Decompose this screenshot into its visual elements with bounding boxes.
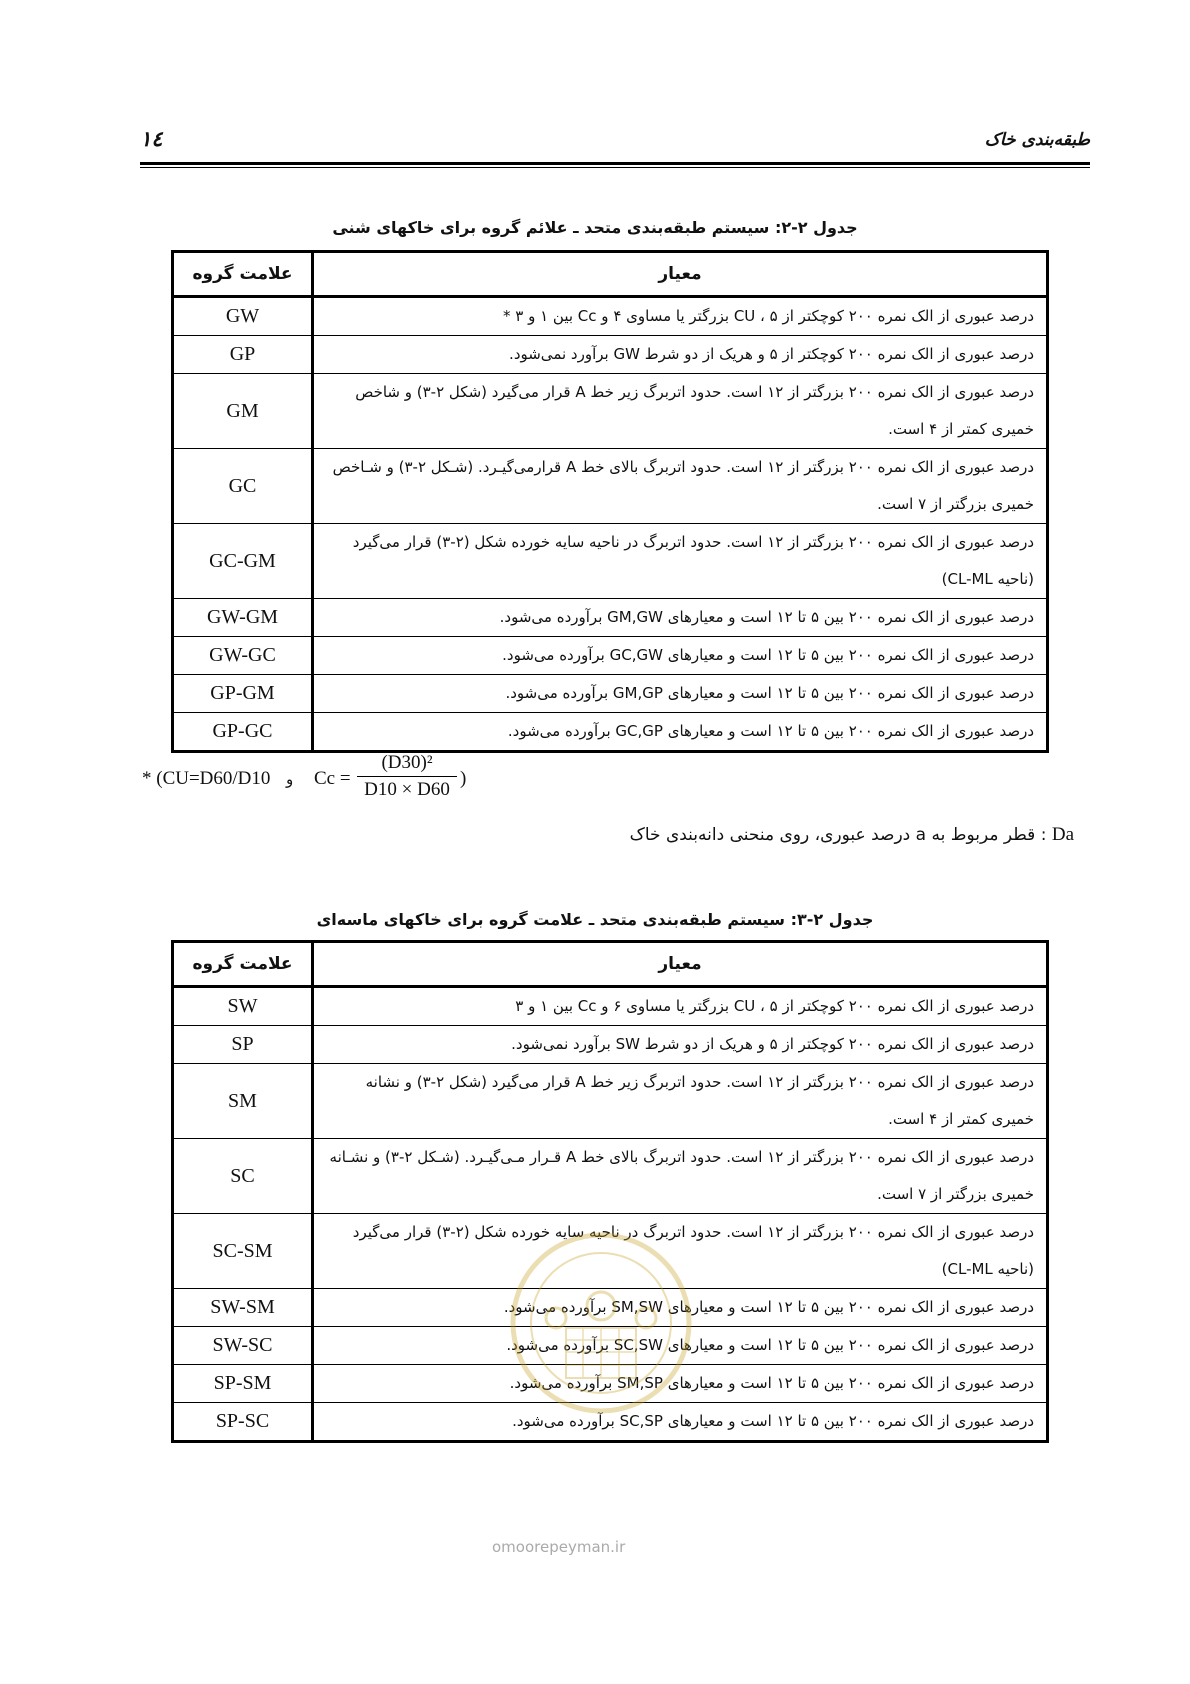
uniformity-formula (142, 752, 472, 812)
fraction-numerator: (D30)² (357, 752, 457, 777)
table-row (173, 675, 1048, 713)
table-row (173, 713, 1048, 752)
symbol-cell: GC (173, 449, 313, 524)
symbol-cell: SM (173, 1064, 313, 1139)
fraction-denominator: D10 × D60 (364, 779, 450, 800)
symbol-cell: GP-GC (173, 713, 313, 752)
criteria-cell: درصد عبوری از الک نمره ۲۰۰ بین ۵ تا ۱۲ است و معیارهای GC,GW برآورده می‌شود. (313, 637, 1048, 675)
criteria-cell: درصد عبوری از الک نمره ۲۰۰ بین ۵ تا ۱۲ است و معیارهای GM,GP برآورده می‌شود. (313, 675, 1048, 713)
running-title: طبقه‌بندی خاک (984, 130, 1090, 150)
symbol-cell: GC-GM (173, 524, 313, 599)
symbol-cell: SP (173, 1026, 313, 1064)
symbol-cell: SW (173, 987, 313, 1026)
conjunction: و (286, 770, 294, 788)
symbol-cell: GW-GC (173, 637, 313, 675)
table-row (173, 1139, 1048, 1214)
symbol-cell: GW-GM (173, 599, 313, 637)
header-rule-thick (140, 162, 1090, 165)
criteria-header: معیار (313, 942, 1048, 987)
criteria-cell: درصد عبوری از الک نمره ۲۰۰ کوچکتر از ۵ و هریک از دو شرط SW برآورد نمی‌شود. (313, 1026, 1048, 1064)
symbol-cell: GP (173, 336, 313, 374)
table-header-row (173, 252, 1048, 297)
gravel-symbols-table (171, 250, 1049, 753)
symbol-cell: SC (173, 1139, 313, 1214)
symbol-header: علامت گروه (173, 252, 313, 297)
table-header-row (173, 942, 1048, 987)
table2-caption: جدول ۲-۳: سیستم طبقه‌بندی متحد ـ علامت گروه برای خاکهای ماسه‌ای (316, 910, 874, 929)
page-number: ۱٤ (140, 126, 163, 151)
table-row (173, 449, 1048, 524)
table-row (173, 336, 1048, 374)
criteria-header: معیار (313, 252, 1048, 297)
criteria-cell: درصد عبوری از الک نمره ۲۰۰ بین ۵ تا ۱۲ است و معیارهای SC,SP برآورده می‌شود. (313, 1403, 1048, 1442)
watermark-url: omoorepeyman.ir (492, 1538, 626, 1556)
table-row (173, 524, 1048, 599)
criteria-cell: درصد عبوری از الک نمره ۲۰۰ بزرگتر از ۱۲ است. حدود اتربرگ زیر خط A قرار می‌گیرد (شکل ۲-۳) و شاخص خمیری کمتر از ۴ است. (313, 374, 1048, 449)
da-definition (630, 824, 1074, 846)
symbol-cell: SW-SC (173, 1327, 313, 1365)
symbol-cell: SW-SM (173, 1289, 313, 1327)
criteria-cell: درصد عبوری از الک نمره ۲۰۰ کوچکتر از ۵ ، CU بزرگتر یا مساوی ۶ و Cc بین ۱ و ۳ (313, 987, 1048, 1026)
criteria-cell: درصد عبوری از الک نمره ۲۰۰ بین ۵ تا ۱۲ است و معیارهای GC,GP برآورده می‌شود. (313, 713, 1048, 752)
criteria-cell: درصد عبوری از الک نمره ۲۰۰ بین ۵ تا ۱۲ است و معیارهای SM,SP برآورده می‌شود. (313, 1365, 1048, 1403)
criteria-cell: درصد عبوری از الک نمره ۲۰۰ بزرگتر از ۱۲ است. حدود اتربرگ در ناحیه سایه خورده شکل (۲-۳) قرار می‌گیرد (ناحیه CL-ML) (313, 524, 1048, 599)
header-rule-thin (140, 167, 1090, 168)
table-row (173, 987, 1048, 1026)
criteria-cell: درصد عبوری از الک نمره ۲۰۰ بین ۵ تا ۱۲ است و معیارهای SM,SW برآورده می‌شود. (313, 1289, 1048, 1327)
criteria-cell: درصد عبوری از الک نمره ۲۰۰ بزرگتر از ۱۲ است. حدود اتربرگ در ناحیه سایه خورده شکل (۲-۳) قرار می‌گیرد (ناحیه CL-ML) (313, 1214, 1048, 1289)
criteria-cell: درصد عبوری از الک نمره ۲۰۰ بین ۵ تا ۱۲ است و معیارهای SC,SW برآورده می‌شود. (313, 1327, 1048, 1365)
watermark-seal-icon (506, 1228, 696, 1418)
symbol-cell: SP-SM (173, 1365, 313, 1403)
criteria-cell: درصد عبوری از الک نمره ۲۰۰ بین ۵ تا ۱۲ است و معیارهای GM,GW برآورده می‌شود. (313, 599, 1048, 637)
table1-caption: جدول ۲-۲: سیستم طبقه‌بندی متحد ـ علائم گروه برای خاکهای شنی (332, 218, 858, 237)
criteria-cell: درصد عبوری از الک نمره ۲۰۰ کوچکتر از ۵ ، CU بزرگتر یا مساوی ۴ و Cc بین ۱ و ۳ * (313, 297, 1048, 336)
table-row (173, 1064, 1048, 1139)
cc-label: Cc = (314, 768, 351, 789)
symbol-cell: GM (173, 374, 313, 449)
cu-definition: * (CU=D60/D10 (142, 768, 271, 789)
table-row (173, 1026, 1048, 1064)
cc-fraction (357, 752, 457, 803)
symbol-header: علامت گروه (173, 942, 313, 987)
symbol-cell: GP-GM (173, 675, 313, 713)
table-row (173, 599, 1048, 637)
da-text: : قطر مربوط به a درصد عبوری، روی منحنی دانه‌بندی خاک (629, 825, 1047, 845)
criteria-cell: درصد عبوری از الک نمره ۲۰۰ بزرگتر از ۱۲ است. حدود اتربرگ زیر خط A قرار می‌گیرد (شکل ۲-۳) و نشانه خمیری کمتر از ۴ است. (313, 1064, 1048, 1139)
closing-paren: ) (460, 768, 467, 789)
criteria-cell: درصد عبوری از الک نمره ۲۰۰ بزرگتر از ۱۲ است. حدود اتربرگ بالای خط A قرارمی‌گیـرد. (شـکل ۲-۳) و شـاخص خمیری بزرگتر از ۷ است. (313, 449, 1048, 524)
symbol-cell: SP-SC (173, 1403, 313, 1442)
da-symbol: Da (1051, 824, 1074, 845)
symbol-cell: SC-SM (173, 1214, 313, 1289)
table-row (173, 297, 1048, 336)
page-header (140, 126, 1090, 156)
criteria-cell: درصد عبوری از الک نمره ۲۰۰ کوچکتر از ۵ و هریک از دو شرط GW برآورد نمی‌شود. (313, 336, 1048, 374)
table-row (173, 374, 1048, 449)
symbol-cell: GW (173, 297, 313, 336)
criteria-cell: درصد عبوری از الک نمره ۲۰۰ بزرگتر از ۱۲ است. حدود اتربرگ بالای خط A قـرار مـی‌گیـرد. (شـکل ۲-۳) و نشـانه خمیری بزرگتر از ۷ است. (313, 1139, 1048, 1214)
table-row (173, 637, 1048, 675)
